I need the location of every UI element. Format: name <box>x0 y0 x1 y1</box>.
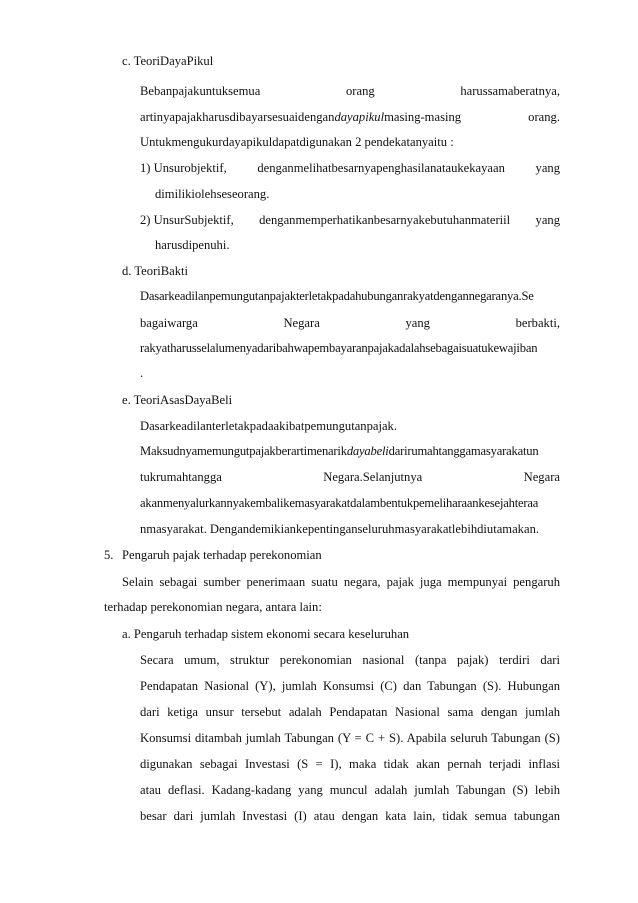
c-line-3: Untukmengukurdayapikuldapatdigunakan 2 pendekatanyaitu : <box>140 135 454 149</box>
c-item-2-cont: harusdipenuhi. <box>155 238 230 252</box>
section-5-intro-1: Selain sebagai sumber penerimaan suatu negara, pajak juga mempunyai pengaruh <box>122 575 560 589</box>
5a-line-6: atau deflasi. Kadang-kadang yang muncul adalah jumlah Tabungan (S) lebih <box>140 783 560 797</box>
e-line-3: tukrumahtangga Negara.Selanjutnya Negara <box>140 470 560 484</box>
5a-line-5: digunakan sebagai Investasi (S = I), maka tidak akan pernah terjadi inflasi <box>140 757 560 771</box>
heading-d: d. TeoriBakti <box>122 264 189 278</box>
section-5-intro-2: terhadap perekonomian negara, antara lain: <box>104 600 322 614</box>
heading-e: e. TeoriAsasDayaBeli <box>122 393 233 407</box>
c-item-1-cont: dimilikiolehseseorang. <box>155 187 270 201</box>
e-line-1: Dasarkeadilanterletakpadaakibatpemungutanpajak. <box>140 419 398 433</box>
e-line-2: Maksudnyamemungutpajakberartimenarikdayabelidarirumahtanggamasyarakatun <box>140 444 539 458</box>
5a-line-3: dari ketiga unsur tersebut adalah Pendapatan Nasional sama dengan jumlah <box>140 705 560 719</box>
c-line-2: artinyapajakharusdibayarsesuaidengandayapikulmasing-masing orang. <box>140 110 560 124</box>
5a-line-4: Konsumsi ditambah jumlah Tabungan (Y = C + S). Apabila seluruh Tabungan (S) <box>140 731 560 745</box>
e-line-4: akanmenyalurkannyakembalikemasyarakatdalambentukpemeliharaankesejahteraa <box>140 496 539 510</box>
d-line-4: . <box>140 366 144 380</box>
d-line-1: Dasarkeadilanpemungutanpajakterletakpadahubunganrakyatdengannegaranya.Se <box>140 289 534 303</box>
d-line-3: rakyatharusselalumenyadaribahwapembayaranpajakadalahsebagaisuatukewajiban <box>140 341 538 355</box>
heading-c: c. TeoriDayaPikul <box>122 54 214 68</box>
section-5-title: Pengaruh pajak terhadap perekonomian <box>122 548 322 562</box>
5a-line-1: Secara umum, struktur perekonomian nasional (tanpa pajak) terdiri dari <box>140 653 560 667</box>
c-line-1: Bebanpajakuntuksemua orang harussamaberatnya, <box>140 84 560 98</box>
c-item-2: 2) UnsurSubjektif, denganmemperhatikanbesarnyakebutuhanmateriil yang <box>140 213 560 227</box>
e-line-5: nmasyarakat. Dengandemikiankepentinganseluruhmasyarakatlebihdiutamakan. <box>140 522 540 536</box>
d-line-2: bagaiwarga Negara yang berbakti, <box>140 316 560 330</box>
section-5-number: 5. <box>104 548 114 562</box>
heading-5a: a. Pengaruh terhadap sistem ekonomi secara keseluruhan <box>122 627 410 641</box>
c-item-1: 1) Unsurobjektif, denganmelihatbesarnyapenghasilanataukekayaan yang <box>140 161 560 175</box>
5a-line-7: besar dari jumlah Investasi (I) atau dengan kata lain, tidak semua tabungan <box>140 809 560 823</box>
5a-line-2: Pendapatan Nasional (Y), jumlah Konsumsi (C) dan Tabungan (S). Hubungan <box>140 679 560 693</box>
